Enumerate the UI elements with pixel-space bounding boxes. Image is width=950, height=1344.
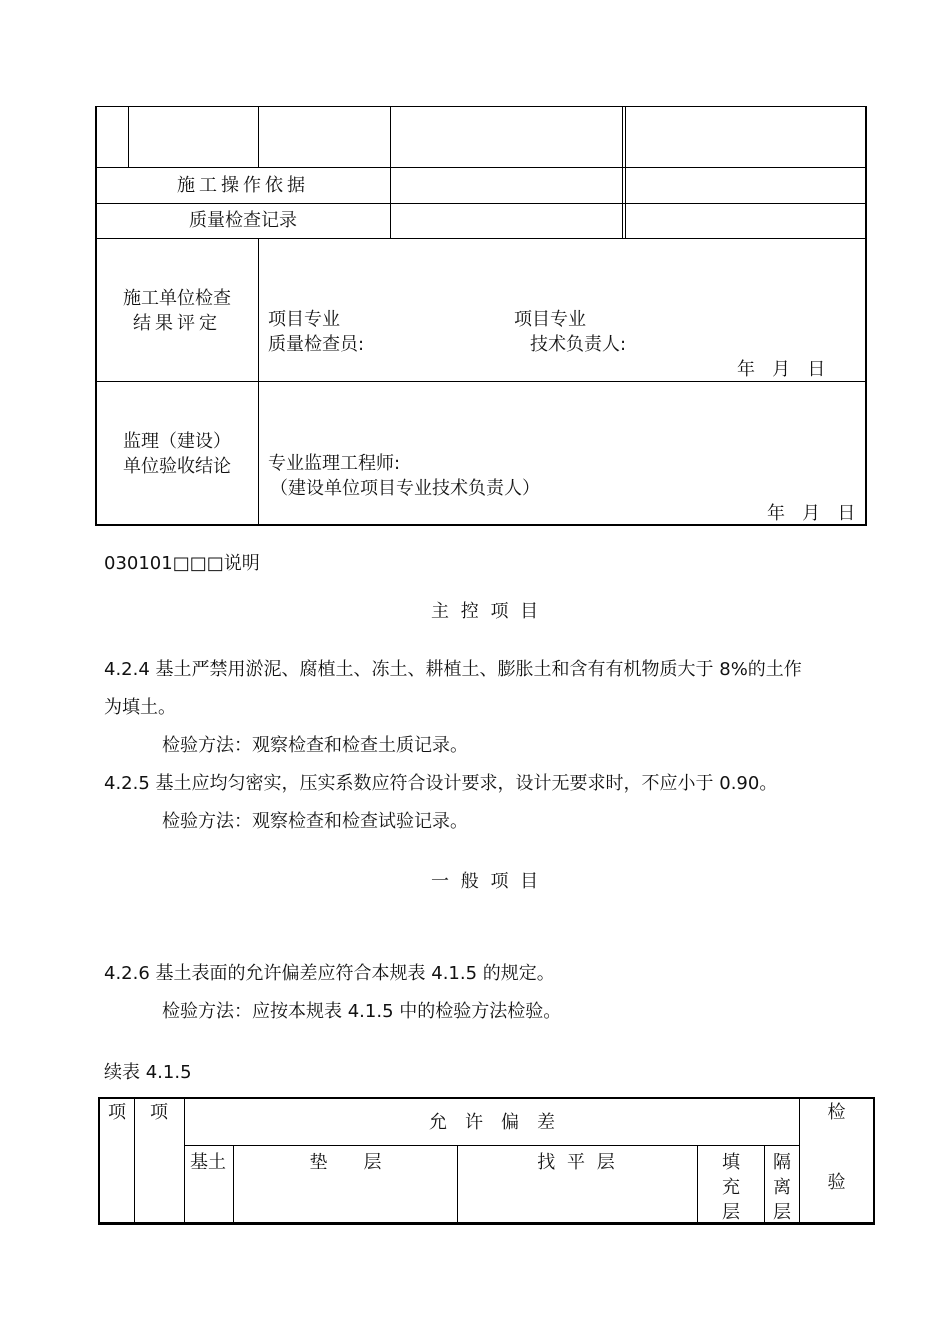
- upper-table-rule: [128, 106, 129, 167]
- upper-table-rule: [258, 238, 259, 525]
- unit-check-label: 施工单位检查: [123, 288, 231, 309]
- lower-table-left-border: [98, 1097, 100, 1225]
- isolation-layer-char: 离: [773, 1177, 791, 1198]
- inspection-header: 检: [827, 1102, 846, 1123]
- fill-layer-char: 充: [722, 1177, 740, 1198]
- item-4-2-6-method: 检验方法：应按本规表 4.1.5 中的检验方法检验。: [162, 1001, 562, 1022]
- base-soil-header: 基土: [190, 1152, 226, 1173]
- upper-table-rule: [625, 106, 626, 238]
- supervisor-label: 专业监理工程师:: [268, 453, 401, 474]
- cushion-header: 垫 层: [309, 1152, 382, 1173]
- quality-inspector-label-2: 质量检查员:: [268, 334, 365, 355]
- upper-table-rule: [622, 106, 623, 238]
- lower-table-rule: [134, 1097, 135, 1223]
- code-line: 030101□□□说明: [104, 553, 260, 574]
- date-field: 年 月 日: [737, 359, 826, 380]
- leveling-header: 找 平 层: [537, 1152, 618, 1173]
- tech-leader-label: 项目专业: [514, 309, 586, 330]
- quality-record-label: 质量检查记录: [189, 210, 297, 231]
- general-items-heading: 一 般 项 目: [431, 871, 542, 892]
- quality-inspector-label: 项目专业: [268, 309, 340, 330]
- upper-table-rule: [95, 167, 867, 168]
- main-items-heading: 主 控 项 目: [431, 601, 542, 622]
- upper-table-rule: [95, 203, 867, 204]
- isolation-layer-char: 隔: [773, 1152, 791, 1173]
- upper-table-rule: [95, 381, 867, 382]
- item-4-2-4: 4.2.4 基土严禁用淤泥、腐植土、冻土、耕植土、膨胀土和含有有机物质大于 8%的土作: [104, 659, 802, 680]
- upper-table-rule: [258, 106, 259, 167]
- lower-table-right-border: [873, 1097, 875, 1225]
- item-4-2-5: 4.2.5 基土应均匀密实，压实系数应符合设计要求，设计无要求时，不应小于 0.90。: [104, 773, 778, 794]
- table-caption: 续表 4.1.5: [104, 1062, 192, 1083]
- upper-table-right-border: [865, 106, 867, 526]
- upper-table-rule: [390, 106, 391, 238]
- allowed-deviation-header: 允 许 偏 差: [429, 1112, 555, 1133]
- item-column-header-2: 项: [150, 1102, 168, 1123]
- supervision-label-2: 单位验收结论: [123, 456, 231, 477]
- lower-table-rule: [184, 1145, 800, 1146]
- item-column-header: 项: [108, 1102, 126, 1123]
- upper-table-bottom-border: [95, 524, 867, 526]
- construction-basis-label: 施工操作依据: [177, 175, 309, 196]
- fill-layer-char: 层: [722, 1202, 740, 1223]
- tech-leader-label-2: 技术负责人:: [530, 334, 627, 355]
- fill-layer-char: 填: [722, 1152, 740, 1173]
- upper-table-top-border: [95, 106, 867, 107]
- inspection-header-2: 验: [827, 1172, 846, 1193]
- item-4-2-4-cont: 为填土。: [104, 697, 176, 718]
- supervision-label: 监理（建设）: [123, 431, 231, 452]
- upper-table-rule: [95, 238, 867, 239]
- item-4-2-5-method: 检验方法：观察检查和检查试验记录。: [162, 811, 468, 832]
- item-4-2-4-method: 检验方法：观察检查和检查土质记录。: [162, 735, 468, 756]
- unit-check-label-2: 结果评定: [133, 313, 221, 334]
- lower-table-top-border: [98, 1097, 875, 1099]
- isolation-layer-char: 层: [773, 1202, 791, 1223]
- owner-tech-leader-label: （建设单位项目专业技术负责人）: [270, 478, 540, 499]
- item-4-2-6: 4.2.6 基土表面的允许偏差应符合本规表 4.1.5 的规定。: [104, 963, 555, 984]
- date-field-2: 年 月 日: [767, 503, 856, 524]
